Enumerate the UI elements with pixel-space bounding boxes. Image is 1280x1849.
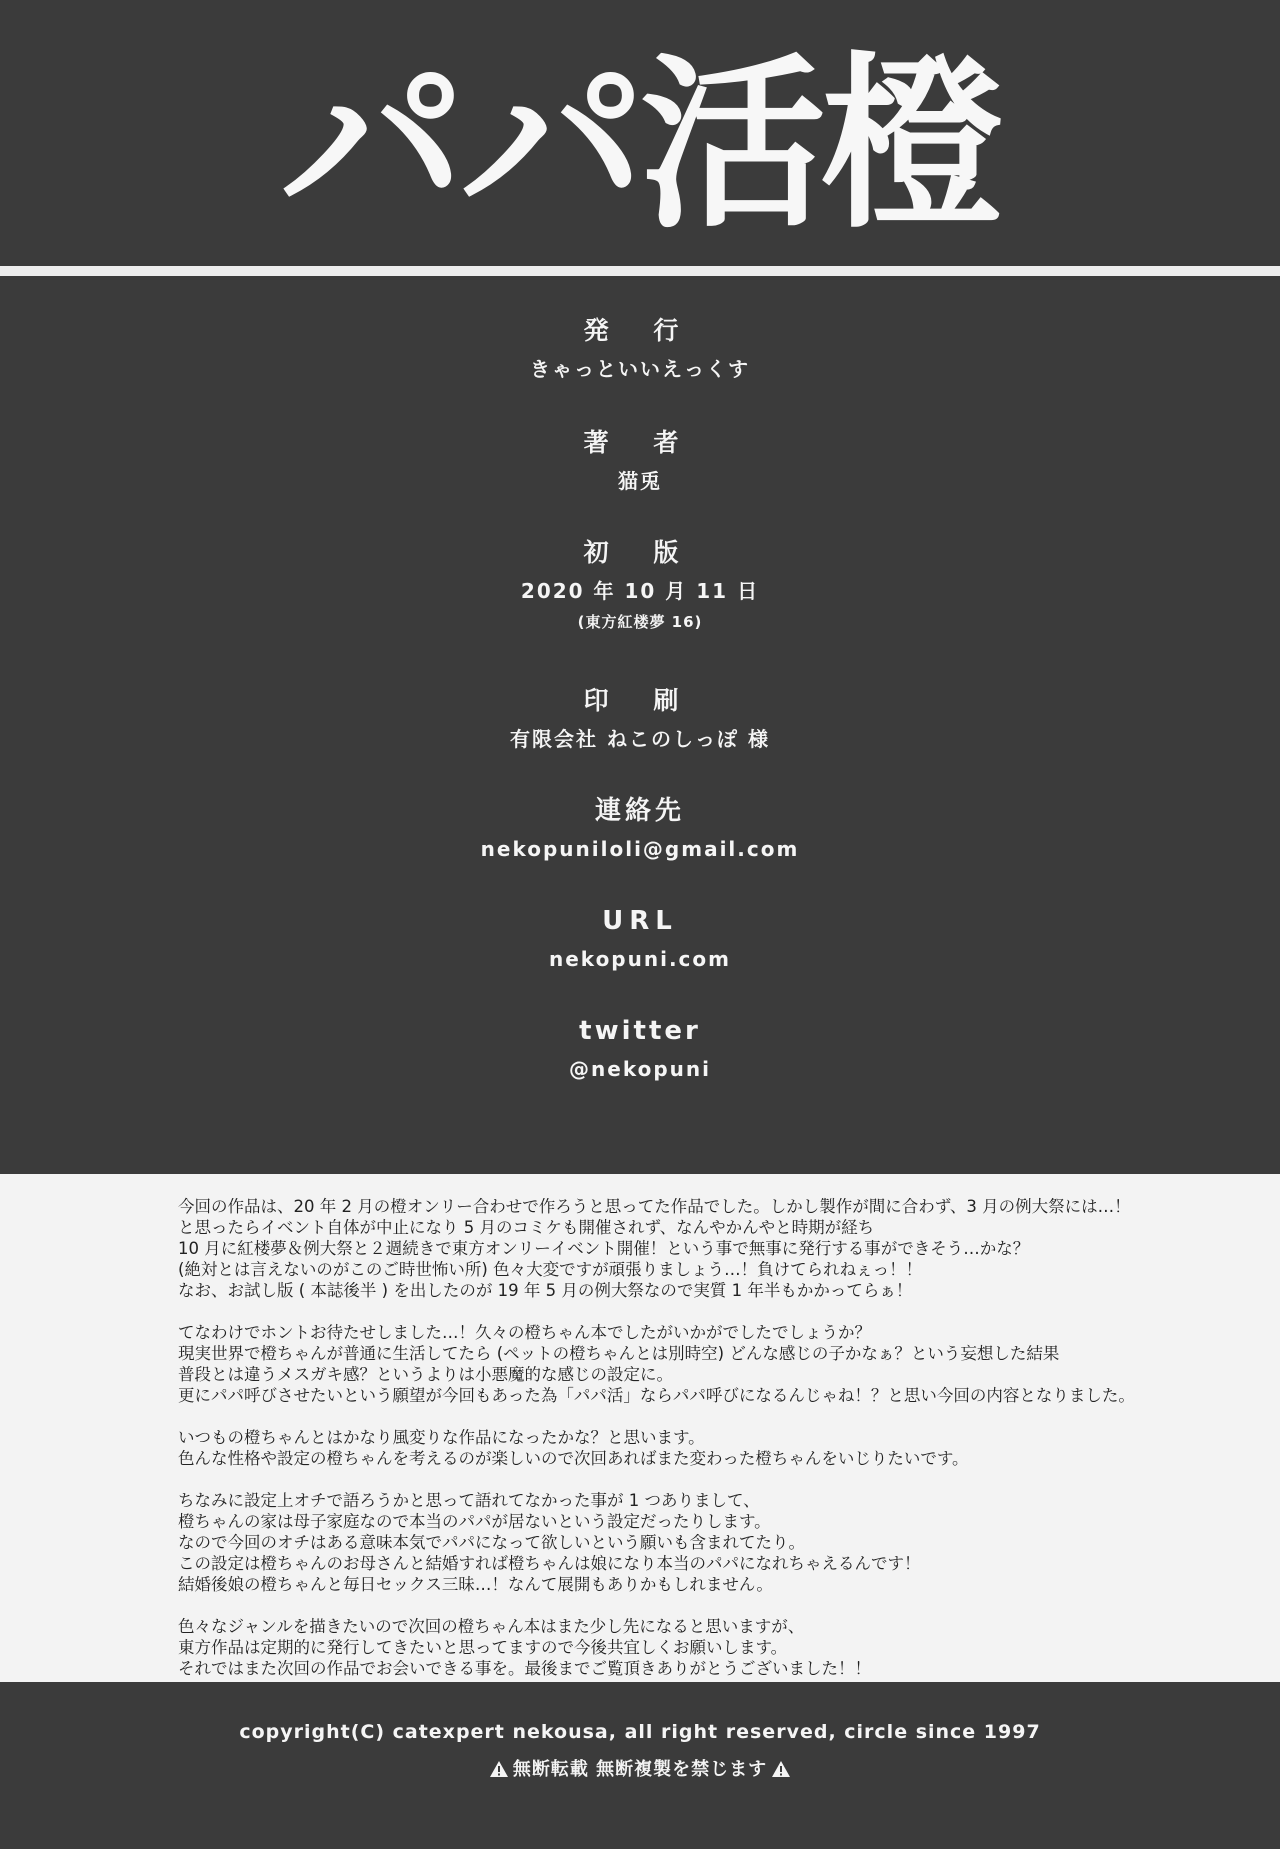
afterword-line: と思ったらイベント自体が中止になり 5 月のコミケも開催されず、なんやかんやと時期が経ち bbox=[178, 1218, 875, 1237]
copyright-text: copyright(C) catexpert nekousa, all right reserved, circle since 1997 bbox=[239, 1721, 1041, 1743]
afterword-line: 今回の作品は、20 年 2 月の橙オンリー合わせで作ろうと思ってた作品でした。しかし製作が間に合わず、3 月の例大祭には…！ bbox=[178, 1197, 1131, 1216]
afterword-paragraph-3 bbox=[178, 1427, 1238, 1469]
afterword-paragraph-5 bbox=[178, 1616, 1238, 1679]
afterword-paragraph-2 bbox=[178, 1322, 1238, 1406]
twitter-section bbox=[0, 1014, 1280, 1084]
reproduction-notice-text: 無断転載 無断複製を禁じます bbox=[512, 1759, 768, 1780]
first-edition-date: 2020 年 10 月 11 日 bbox=[520, 579, 760, 603]
contact-heading: 連絡先 bbox=[594, 796, 685, 826]
reproduction-notice bbox=[0, 1755, 1280, 1781]
twitter-heading: twitter bbox=[579, 1016, 701, 1046]
afterword-paragraph-4 bbox=[178, 1490, 1238, 1595]
printer-name: 有限会社 ねこのしっぽ 様 bbox=[510, 727, 770, 751]
afterword-line: 現実世界で橙ちゃんが普通に生活してたら (ペットの橙ちゃんとは別時空) どんな感じの子かなぁ？という妄想した結果 bbox=[178, 1344, 1060, 1363]
first-edition-section bbox=[0, 536, 1280, 634]
title-band bbox=[0, 0, 1280, 266]
url-heading: URL bbox=[602, 906, 678, 936]
afterword-section bbox=[0, 1174, 1280, 1682]
afterword-line: この設定は橙ちゃんのお母さんと結婚すれば橙ちゃんは娘になり本当のパパになれちゃえるんです！ bbox=[178, 1554, 921, 1573]
book-title: パパ活橙 bbox=[279, 36, 1000, 253]
afterword-line: 橙ちゃんの家は母子家庭なので本当のパパが居ないという設定だったりします。 bbox=[178, 1512, 771, 1531]
afterword-line: なお、お試し版 ( 本誌後半 ) を出したのが 19 年 5 月の例大祭なので実質 1 年半もかかってらぁ！ bbox=[178, 1281, 913, 1300]
afterword-line: なので今回のオチはある意味本気でパパになって欲しいという願いも含まれてたり。 bbox=[178, 1533, 805, 1552]
afterword-line: 東方作品は定期的に発行してきたいと思ってますので今後共宜しくお願いします。 bbox=[178, 1638, 788, 1657]
contact-section bbox=[0, 794, 1280, 864]
afterword-text bbox=[178, 1196, 1238, 1700]
printing-section bbox=[0, 684, 1280, 754]
afterword-paragraph-1 bbox=[178, 1196, 1238, 1301]
printing-heading: 印 刷 bbox=[583, 686, 697, 715]
publisher-section bbox=[0, 314, 1280, 384]
twitter-handle[interactable]: @nekopuni bbox=[569, 1057, 711, 1081]
publisher-name: きゃっといいえっくす bbox=[530, 357, 750, 381]
author-heading: 著 者 bbox=[583, 428, 697, 457]
author-name: 猫兎 bbox=[618, 469, 662, 493]
contact-email[interactable]: nekopuniloli@gmail.com bbox=[480, 837, 800, 861]
afterword-line: 色々なジャンルを描きたいので次回の橙ちゃん本はまた少し先になると思いますが、 bbox=[178, 1617, 805, 1636]
afterword-line: 更にパパ呼びさせたいという願望が今回もあった為「パパ活」ならパパ呼びになるんじゃね！？と思い今回の内容となりました。 bbox=[178, 1386, 1135, 1405]
afterword-line: (絶対とは言えないのがこのご時世怖い所) 色々大変ですが頑張りましょう…！負けてられねぇっ！！ bbox=[178, 1260, 923, 1279]
warning-icon bbox=[771, 1760, 791, 1778]
first-edition-event: (東方紅楼夢 16) bbox=[577, 613, 703, 631]
afterword-line: 色んな性格や設定の橙ちゃんを考えるのが楽しいので次回あればまた変わった橙ちゃんをいじりたいです。 bbox=[178, 1449, 969, 1468]
colophon-info-panel bbox=[0, 276, 1280, 1174]
afterword-line: ちなみに設定上オチで語ろうかと思って語れてなかった事が 1 つありまして、 bbox=[178, 1491, 760, 1510]
first-edition-heading: 初 版 bbox=[583, 538, 697, 567]
footer-band bbox=[0, 1682, 1280, 1849]
afterword-line: 結婚後娘の橙ちゃんと毎日セックス三昧…！なんて展開もありかもしれません。 bbox=[178, 1575, 773, 1594]
afterword-line: いつもの橙ちゃんとはかなり風変りな作品になったかな？と思います。 bbox=[178, 1428, 705, 1447]
afterword-line: それではまた次回の作品でお会いできる事を。最後までご覧頂きありがとうございました！！ bbox=[178, 1659, 871, 1678]
afterword-line: 10 月に紅楼夢＆例大祭と２週続きで東方オンリーイベント開催！という事で無事に発行する事ができそう…かな？ bbox=[178, 1239, 1030, 1258]
url-link[interactable]: nekopuni.com bbox=[549, 947, 731, 971]
afterword-line: 普段とは違うメスガキ感？というよりは小悪魔的な感じの設定に。 bbox=[178, 1365, 673, 1384]
url-section bbox=[0, 904, 1280, 974]
publisher-heading: 発 行 bbox=[583, 316, 697, 345]
author-section bbox=[0, 426, 1280, 496]
divider-rule bbox=[0, 266, 1280, 276]
warning-icon bbox=[489, 1760, 509, 1778]
afterword-line: てなわけでホントお待たせしました…！久々の橙ちゃん本でしたがいかがでしたでしょうか？ bbox=[178, 1323, 871, 1342]
